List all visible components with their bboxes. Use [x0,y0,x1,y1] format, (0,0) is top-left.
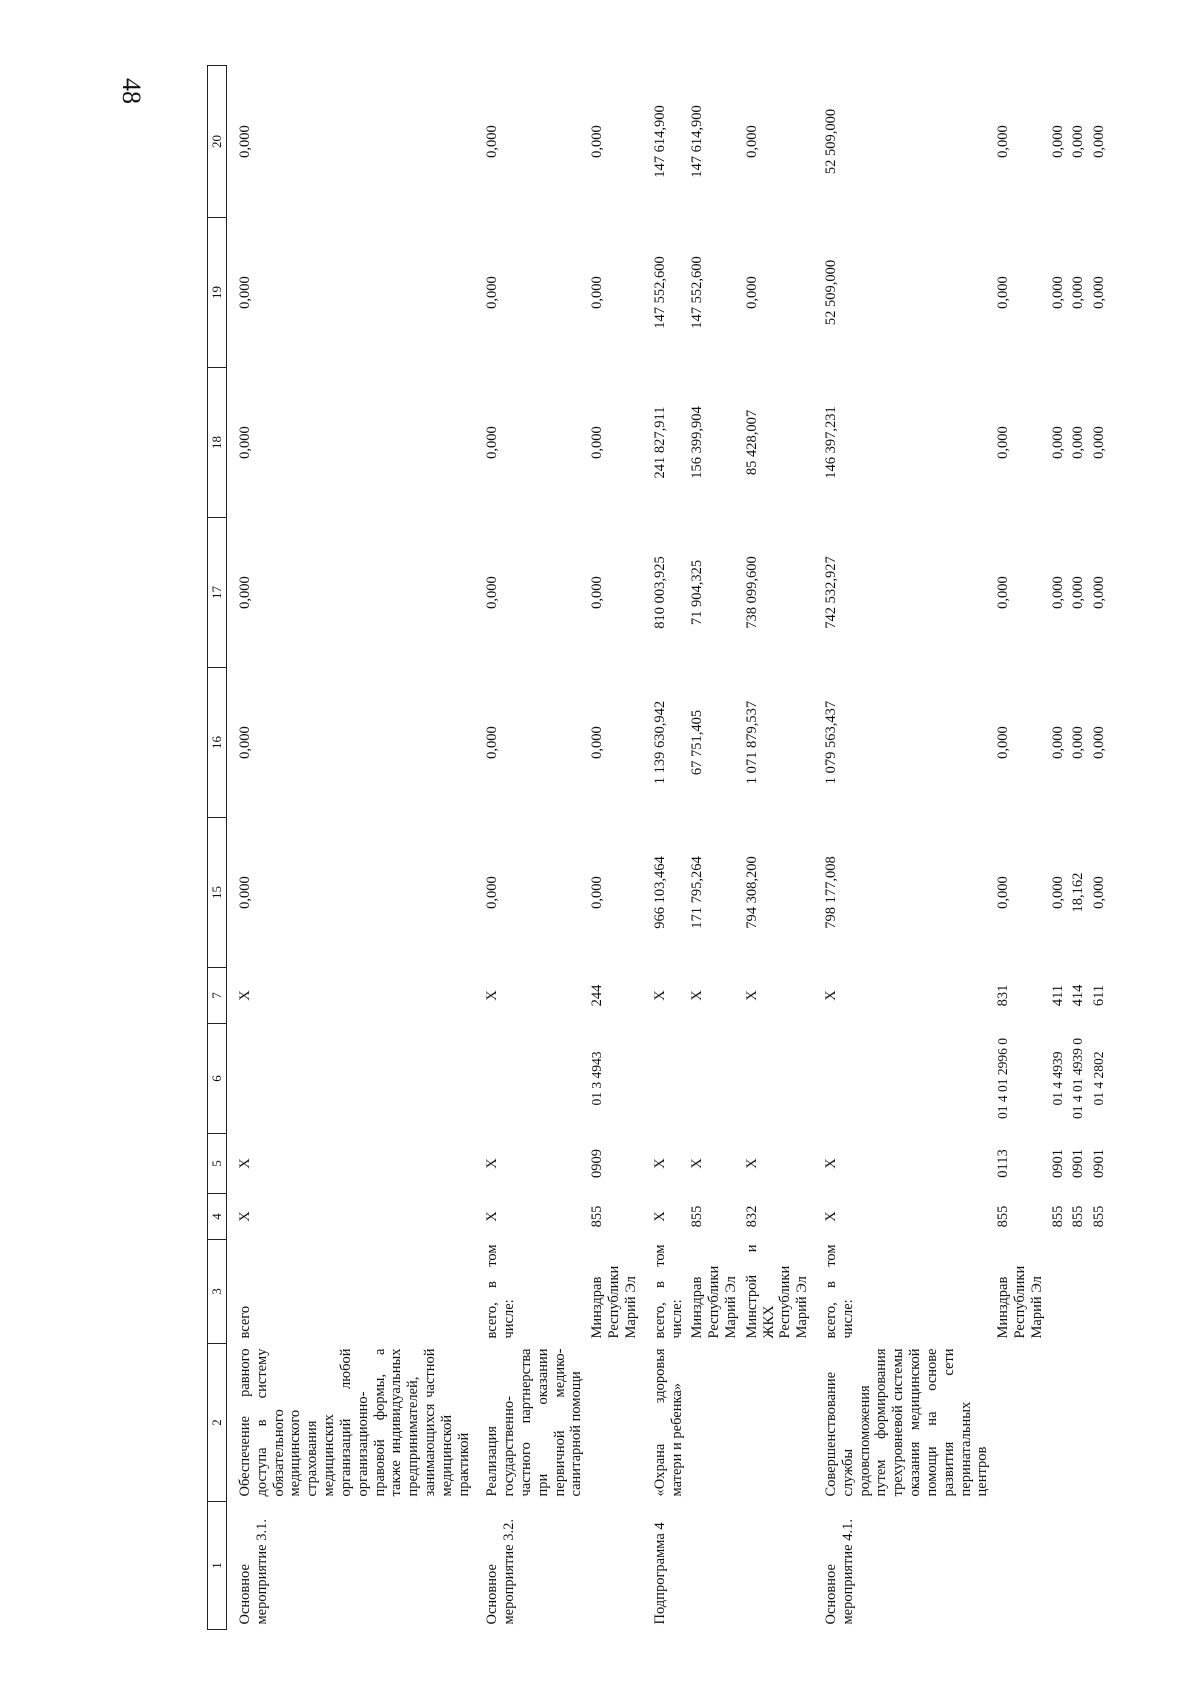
cell-c3: Минздрав Республики Марий Эл [689,1265,739,1339]
cell-c7: 244 [589,984,606,1007]
table-row [1068,66,1089,1630]
cell-c7: Х [823,990,839,1001]
cell-c3: Минстрой и ЖКХ Республики Марий Эл [743,1244,811,1339]
cell-c3: Минздрав Республики Марий Эл [589,1265,639,1339]
cell-c3: всего, в том числе: [651,1244,685,1339]
column-header: 6 [208,1024,227,1134]
cell-c18: 241 827,911 [651,406,668,479]
cell-c20: 0,000 [995,125,1012,158]
cell-c2 [1048,1344,1069,1502]
cell-c4: Х [237,1211,253,1222]
cell-c6: 01 4 01 2996 0 [995,1038,1011,1119]
cell-c18: 0,000 [484,426,501,459]
cell-c2 [587,1344,641,1502]
cell-c5: 0901 [1091,1149,1108,1178]
cell-c15: 0,000 [484,876,501,909]
cell-c3 [1068,1240,1089,1344]
cell-c17: 0,000 [1070,576,1087,609]
cell-c16: 0,000 [1049,726,1066,759]
cell-c3: всего, в том числе: [484,1244,518,1339]
cell-c17: 0,000 [995,576,1012,609]
cell-c19: 147 552,600 [651,256,668,329]
cell-c3: всего [237,1305,253,1339]
column-header: 20 [208,66,227,218]
cell-c17: 742 532,927 [823,556,839,629]
cell-c4: 855 [1091,1205,1108,1228]
cell-c5: Х [484,1158,501,1169]
cell-c5: 0113 [995,1149,1012,1178]
cell-c7: Х [689,990,706,1001]
rotated-table-area [207,66,1107,1630]
column-header: 5 [208,1134,227,1194]
cell-c18: 0,000 [237,426,253,459]
column-header: 3 [208,1240,227,1344]
cell-c7: Х [237,990,253,1001]
cell-c6 [227,1024,475,1134]
cell-c16: 0,000 [995,726,1012,759]
cell-c20: 0,000 [484,125,501,158]
cell-c5: Х [743,1158,760,1169]
cell-c20: 0,000 [1070,125,1087,158]
cell-c6 [742,1024,813,1134]
cell-c7: 414 [1070,984,1087,1007]
cell-c17: 0,000 [237,576,253,609]
cell-c1 [587,1502,641,1630]
cell-c17: 0,000 [589,576,606,609]
cell-c7: 831 [995,984,1012,1007]
budget-table [207,65,1110,1630]
cell-c18: 0,000 [1049,426,1066,459]
cell-c4: 855 [1070,1205,1087,1228]
cell-c15: 0,000 [1049,876,1066,909]
cell-c2 [1089,1344,1110,1502]
column-header: 7 [208,968,227,1024]
column-header: 4 [208,1194,227,1240]
cell-c6 [813,1024,993,1134]
cell-c2: Реализация государственно-частного партнерства при оказании первичной медико-санитарной помощи [484,1348,585,1497]
table-row [474,66,587,1630]
table-row [687,66,741,1630]
cell-c16: 1 079 563,437 [823,700,839,785]
cell-c16: 1 071 879,537 [743,700,760,785]
cell-c15: 171 795,264 [689,856,706,929]
cell-c6 [474,1024,587,1134]
cell-c6: 01 4 2802 [1091,1051,1107,1106]
cell-c17: 810 003,925 [651,556,668,629]
cell-c1 [993,1502,1047,1630]
cell-c2: Совершенствование службы родовспоможения путем формирования трехуровневой системы оказания медицинской помощи на основе развития сети перинатальных центров [823,1348,991,1497]
cell-c5: 0909 [589,1149,606,1178]
column-header: 1 [208,1502,227,1630]
cell-c7: Х [484,990,501,1001]
column-header: 19 [208,218,227,368]
cell-c1 [1089,1502,1110,1630]
cell-c3 [1048,1240,1069,1344]
table-row [587,66,641,1630]
cell-c18: 156 399,904 [689,406,706,479]
cell-c17: 0,000 [1091,576,1108,609]
table-row [813,66,993,1630]
cell-c2 [1068,1344,1089,1502]
cell-c1: Основное мероприятие 3.2. [484,1519,518,1625]
cell-c18: 85 428,007 [743,409,760,476]
cell-c7: Х [651,990,668,1001]
cell-c3: всего, в том числе: [823,1244,856,1339]
column-header: 18 [208,368,227,518]
page-number: 48 [117,78,146,104]
cell-c4: Х [823,1211,839,1222]
cell-c15: 18,162 [1070,872,1087,913]
cell-c4: 855 [689,1205,706,1228]
cell-c20: 0,000 [743,125,760,158]
column-header: 2 [208,1344,227,1502]
cell-c7: 611 [1091,984,1108,1007]
cell-c20: 52 509,000 [823,108,839,175]
cell-c17: 71 904,325 [689,559,706,626]
cell-c6: 01 3 4943 [589,1051,605,1106]
cell-c1: Основное мероприятие 4.1. [823,1519,856,1625]
cell-c5: Х [237,1158,253,1169]
cell-c16: 0,000 [484,726,501,759]
cell-c2: Обеспечение равного доступа в систему обязательного медицинского страхования медицинских организаций любой организационно-правовой формы, а также индивидуальных предпринимателей, занимающихся частной медицинской практикой [237,1348,472,1497]
cell-c18: 0,000 [1091,426,1108,459]
cell-c2 [993,1344,1047,1502]
column-header: 16 [208,668,227,818]
cell-c3 [1089,1240,1110,1344]
cell-c16: 0,000 [1091,726,1108,759]
cell-c1 [1048,1502,1069,1630]
cell-c18: 0,000 [589,426,606,459]
cell-c20: 0,000 [1049,125,1066,158]
cell-c1: Основное мероприятие 3.1. [237,1519,270,1625]
table-row [1089,66,1110,1630]
cell-c3: Минздрав Республики Марий Эл [995,1265,1045,1339]
cell-c4: Х [651,1211,668,1222]
cell-c15: 0,000 [995,876,1012,909]
cell-c5: Х [689,1158,706,1169]
cell-c16: 0,000 [589,726,606,759]
cell-c16: 1 139 630,942 [651,700,668,785]
cell-c17: 0,000 [484,576,501,609]
cell-c18: 0,000 [1070,426,1087,459]
cell-c1: Подпрограмма 4 [651,1522,668,1625]
cell-c4: Х [484,1211,501,1222]
cell-c1 [1068,1502,1089,1630]
cell-c2 [742,1344,813,1502]
cell-c5: 0901 [1070,1149,1087,1178]
cell-c16: 0,000 [237,726,253,759]
cell-c15: 0,000 [1091,876,1108,909]
cell-c20: 0,000 [1091,125,1108,158]
cell-c1 [687,1502,741,1630]
cell-c17: 738 099,600 [743,556,760,629]
column-header: 17 [208,518,227,668]
cell-c6 [687,1024,741,1134]
cell-c19: 0,000 [1070,276,1087,309]
cell-c19: 0,000 [589,276,606,309]
cell-c5: Х [823,1158,839,1169]
table-row [993,66,1047,1630]
cell-c20: 0,000 [589,125,606,158]
cell-c4: 855 [995,1205,1012,1228]
header-row [208,66,227,1630]
cell-c7: 411 [1049,984,1066,1007]
column-header: 15 [208,818,227,968]
cell-c19: 0,000 [743,276,760,309]
cell-c20: 0,000 [237,125,253,158]
cell-c15: 798 177,008 [823,856,839,929]
cell-c2: «Охрана здоровья матери и ребенка» [651,1348,685,1497]
cell-c20: 147 614,900 [689,105,706,178]
cell-c6: 01 4 4939 [1049,1051,1065,1106]
cell-c19: 0,000 [1091,276,1108,309]
cell-c19: 0,000 [995,276,1012,309]
cell-c16: 67 751,405 [689,709,706,776]
cell-c19: 147 552,600 [689,256,706,329]
cell-c18: 0,000 [995,426,1012,459]
cell-c19: 52 509,000 [823,259,839,326]
cell-c17: 0,000 [1049,576,1066,609]
cell-c15: 0,000 [237,876,253,909]
cell-c19: 0,000 [237,276,253,309]
table-row [742,66,813,1630]
cell-c19: 0,000 [1049,276,1066,309]
table-row [227,66,475,1630]
cell-c6 [642,1024,688,1134]
cell-c20: 147 614,900 [651,105,668,178]
cell-c15: 794 308,200 [743,856,760,929]
table-body [227,66,1111,1630]
cell-c19: 0,000 [484,276,501,309]
table-row [642,66,688,1630]
cell-c7: Х [743,990,760,1001]
cell-c6: 01 4 01 4939 0 [1070,1038,1086,1119]
cell-c15: 0,000 [589,876,606,909]
cell-c5: Х [651,1158,668,1169]
cell-c2 [687,1344,741,1502]
cell-c4: 855 [589,1205,606,1228]
cell-c4: 855 [1049,1205,1066,1228]
cell-c1 [742,1502,813,1630]
table-row [1048,66,1069,1630]
cell-c4: 832 [743,1205,760,1228]
cell-c16: 0,000 [1070,726,1087,759]
cell-c15: 966 103,464 [651,856,668,929]
cell-c18: 146 397,231 [823,406,839,479]
cell-c5: 0901 [1049,1149,1066,1178]
